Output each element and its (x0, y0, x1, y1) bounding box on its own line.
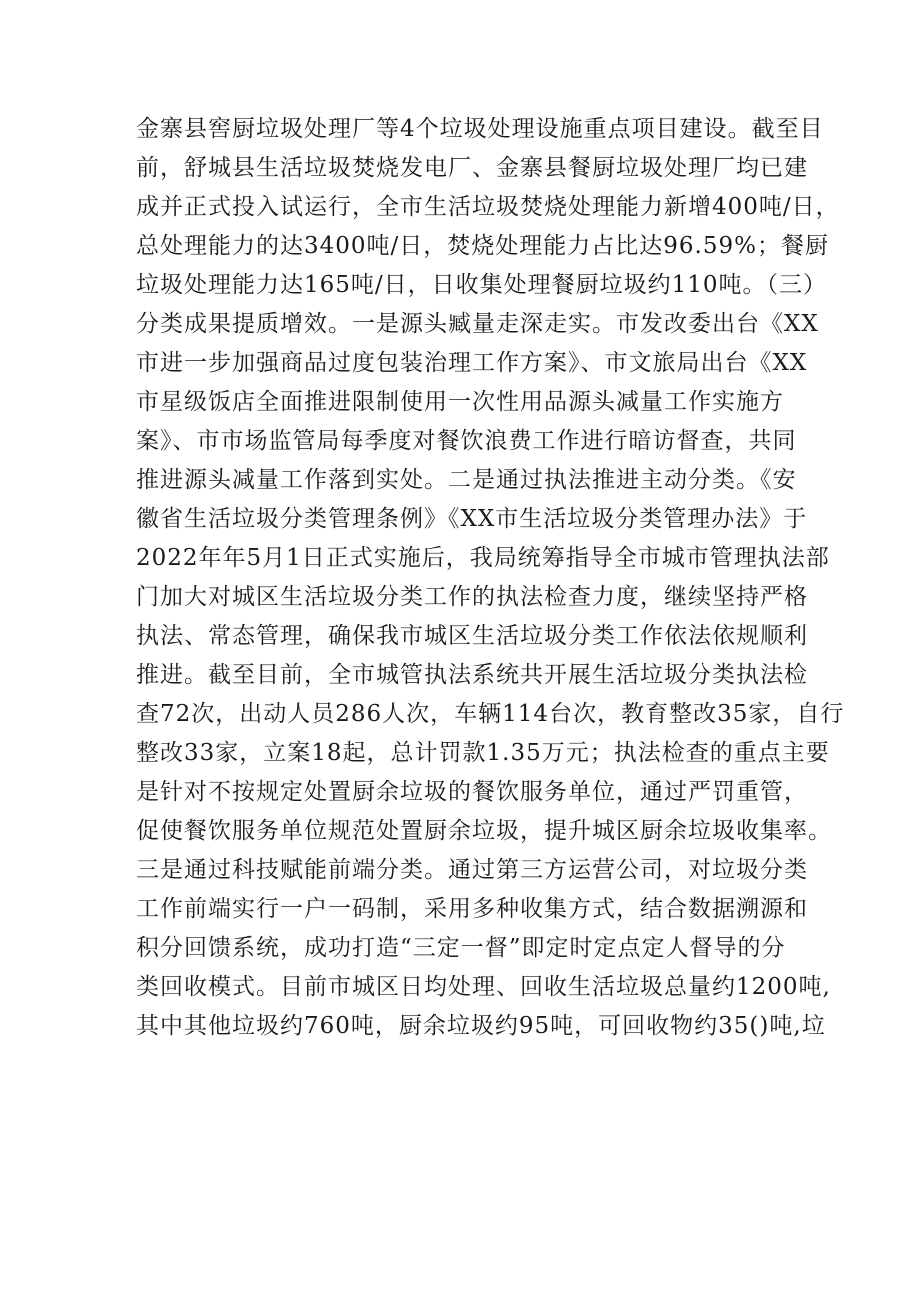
text-line: 积分回馈系统，成功打造“三定一督”即定时定点定人督导的分 (136, 935, 786, 961)
text-line: 总处理能力的达3400吨/日，焚烧处理能力占比达96.59%；餐厨 (136, 233, 829, 259)
text-line: 推进。截至目前，全市城管执法系统共开展生活垃圾分类执法检 (136, 662, 808, 688)
text-line: 2022年年5月1日正式实施后，我局统筹指导全市城市管理执法部 (136, 545, 830, 571)
text-line: 是针对不按规定处置厨余垃圾的餐饮服务单位，通过严罚重管， (136, 779, 808, 805)
text-line: 工作前端实行一户一码制，采用多种收集方式，结合数据溯源和 (136, 896, 808, 922)
text-line: 成并正式投入试运行，全市生活垃圾焚烧处理能力新增400吨/日， (136, 194, 840, 220)
text-line: 查72次，出动人员286人次，车辆114台次，教育整改35家，自行 (136, 701, 845, 727)
text-line: 市进一步加强商品过度包装治理工作方案》、市文旅局出台《XX (136, 350, 808, 376)
text-line: 促使餐饮服务单位规范处置厨余垃圾，提升城区厨余垃圾收集率。 (136, 818, 832, 844)
text-line: 分类成果提质增效。一是源头臧量走深走实。市发改委出台《XX (136, 311, 819, 337)
text-line: 垃圾处理能力达165吨/日，日收集处理餐厨垃圾约110吨。（三） (136, 272, 828, 298)
text-line: 三是通过科技赋能前端分类。通过第三方运营公司，对垃圾分类 (136, 857, 808, 883)
text-line: 推进源头减量工作落到实处。二是通过执法推进主动分类。《安 (136, 467, 797, 493)
text-line: 执法、常态管理，确保我市城区生活垃圾分类工作依法依规顺利 (136, 623, 808, 649)
text-line: 案》、市市场监管局每季度对餐饮浪费工作进行暗访督查，共同 (136, 428, 797, 454)
text-line: 徽省生活垃圾分类管理条例》《XX市生活垃圾分类管理办法》于 (136, 506, 808, 532)
text-line: 市星级饭店全面推进限制使用一次性用品源头减量工作实施方 (136, 389, 784, 415)
text-line: 前，舒城县生活垃圾焚烧发电厂、金寨县餐厨垃圾处理厂均已建 (136, 155, 808, 181)
text-line: 整改33家，立案18起，总计罚款1.35万元；执法检查的重点主要 (136, 740, 830, 766)
text-line: 金寨县窖厨垃圾处理厂等4个垃圾处理设施重点项目建设。截至目 (136, 116, 824, 142)
text-line: 类回收模式。目前市城区日均处理、回收生活垃圾总量约1200吨, (136, 974, 831, 1000)
text-line: 其中其他垃圾约760吨，厨余垃圾约95吨，可回收物约35()吨,垃 (136, 1013, 826, 1039)
text-line: 门加大对城区生活垃圾分类工作的执法检查力度，继续坚持严格 (136, 584, 808, 610)
body-text (136, 110, 845, 1046)
